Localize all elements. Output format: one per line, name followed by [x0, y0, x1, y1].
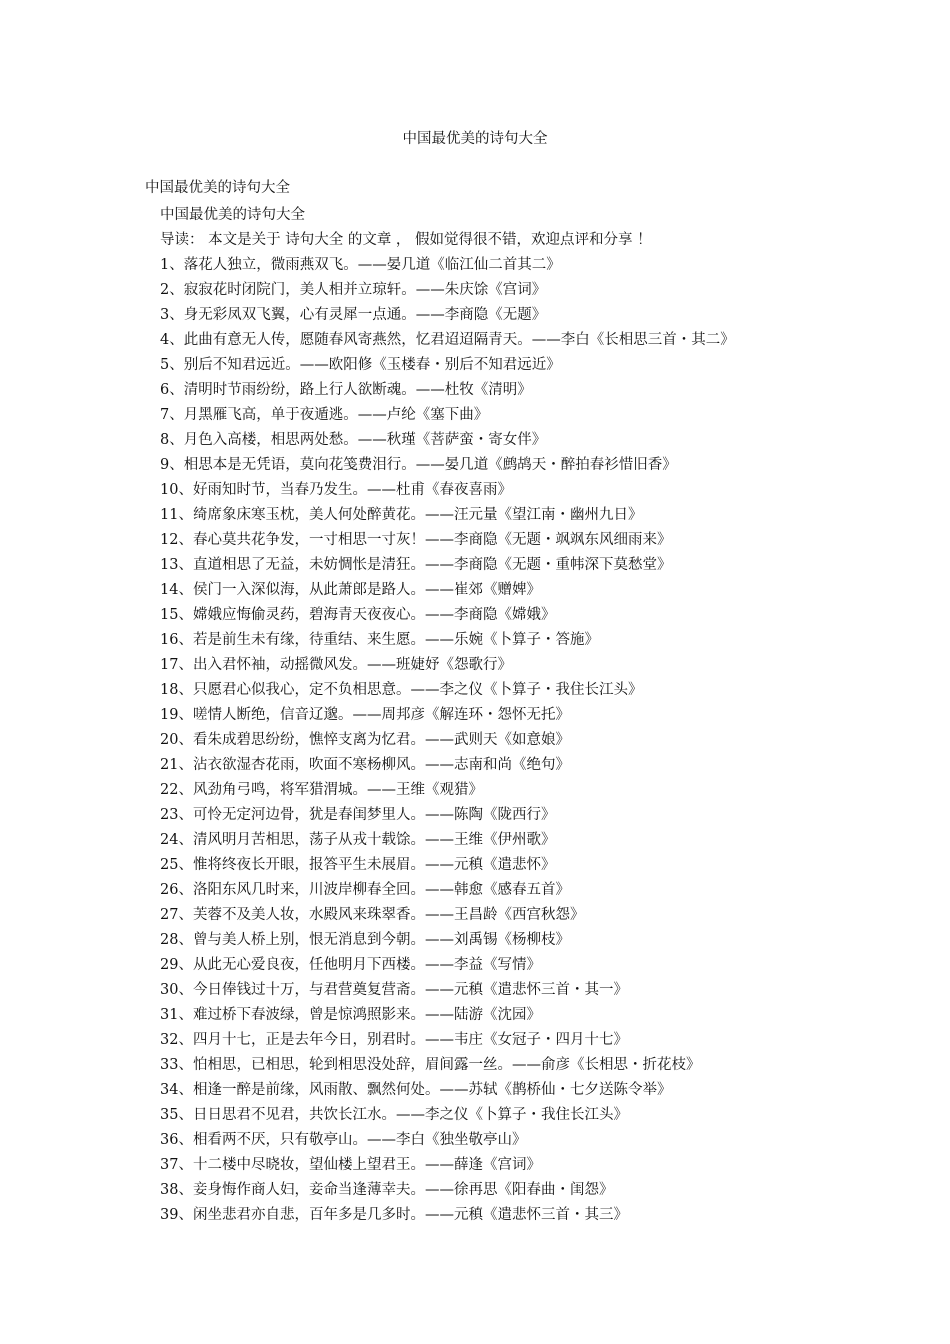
- poem-line: 10、好雨知时节，当春乃发生。——杜甫《春夜喜雨》: [160, 482, 512, 498]
- poem-line: 23、可怜无定河边骨，犹是春闺梦里人。——陈陶《陇西行》: [160, 807, 556, 823]
- poem-line: 2、寂寂花时闭院门，美人相并立琼轩。——朱庆馀《宫词》: [160, 282, 547, 298]
- article-heading: 中国最优美的诗句大全: [145, 180, 290, 196]
- poem-line: 22、风劲角弓鸣，将军猎渭城。——王维《观猎》: [160, 782, 483, 798]
- poem-line: 21、沾衣欲湿杏花雨，吹面不寒杨柳风。——志南和尚《绝句》: [160, 757, 570, 773]
- poem-line: 36、相看两不厌，只有敬亭山。——李白《独坐敬亭山》: [160, 1132, 527, 1148]
- poem-line: 32、四月十七，正是去年今日，别君时。——韦庄《女冠子・四月十七》: [160, 1032, 628, 1048]
- poem-line: 18、只愿君心似我心，定不负相思意。——李之仪《卜算子・我住长江头》: [160, 682, 643, 698]
- poem-line: 4、此曲有意无人传，愿随春风寄燕然，忆君迢迢隔青天。——李白《长相思三首・其二》: [160, 332, 735, 348]
- poem-list: [160, 253, 860, 1228]
- poem-line: 19、嗟情人断绝，信音辽邈。——周邦彦《解连环・怨怀无托》: [160, 707, 570, 723]
- poem-line: 31、难过桥下春波绿，曾是惊鸿照影来。——陆游《沈园》: [160, 1007, 541, 1023]
- poem-line: 7、月黑雁飞高，单于夜遁逃。——卢纶《塞下曲》: [160, 407, 489, 423]
- poem-line: 29、从此无心爱良夜，任他明月下西楼。——李益《写情》: [160, 957, 541, 973]
- poem-line: 39、闲坐悲君亦自悲，百年多是几多时。——元稹《遣悲怀三首・其三》: [160, 1207, 628, 1223]
- poem-line: 34、相逢一醉是前缘，风雨散、飘然何处。——苏轼《鹊桥仙・七夕送陈令举》: [160, 1082, 672, 1098]
- poem-line: 37、十二楼中尽晓妆，望仙楼上望君王。——薛逢《宫词》: [160, 1157, 541, 1173]
- poem-line: 17、出入君怀袖，动摇微风发。——班婕妤《怨歌行》: [160, 657, 512, 673]
- poem-line: 6、清明时节雨纷纷，路上行人欲断魂。——杜牧《清明》: [160, 382, 532, 398]
- poem-line: 35、日日思君不见君，共饮长江水。——李之仪《卜算子・我住长江头》: [160, 1107, 628, 1123]
- poem-line: 15、嫦娥应悔偷灵药，碧海青天夜夜心。——李商隐《嫦娥》: [160, 607, 556, 623]
- poem-line: 1、落花人独立，微雨燕双飞。——晏几道《临江仙二首其二》: [160, 257, 561, 273]
- poem-line: 27、芙蓉不及美人妆，水殿风来珠翠香。——王昌龄《西宫秋怨》: [160, 907, 585, 923]
- poem-line: 20、看朱成碧思纷纷，憔悴支离为忆君。——武则天《如意娘》: [160, 732, 570, 748]
- intro-paragraph: 导读： 本文是关于 诗句大全 的文章 ， 假如觉得很不错，欢迎点评和分享 ！: [160, 232, 652, 248]
- poem-line: 8、月色入高楼，相思两处愁。——秋瑾《菩萨蛮・寄女伴》: [160, 432, 547, 448]
- poem-line: 12、春心莫共花争发，一寸相思一寸灰！——李商隐《无题・飒飒东风细雨来》: [160, 532, 672, 548]
- poem-line: 14、侯门一入深似海，从此萧郎是路人。——崔郊《赠婢》: [160, 582, 541, 598]
- article-body: [160, 203, 860, 1228]
- poem-line: 11、绮席象床寒玉枕，美人何处醉黄花。——汪元量《望江南・幽州九日》: [160, 507, 643, 523]
- poem-line: 13、直道相思了无益，未妨惆怅是清狂。——李商隐《无题・重帏深下莫愁堂》: [160, 557, 672, 573]
- poem-line: 24、清风明月苦相思，荡子从戎十载馀。——王维《伊州歌》: [160, 832, 556, 848]
- poem-line: 25、惟将终夜长开眼，报答平生未展眉。——元稹《遣悲怀》: [160, 857, 556, 873]
- poem-line: 30、今日俸钱过十万，与君营奠复营斋。——元稹《遣悲怀三首・其一》: [160, 982, 628, 998]
- poem-line: 5、别后不知君远近。——欧阳修《玉楼春・别后不知君远近》: [160, 357, 561, 373]
- poem-line: 26、洛阳东风几时来，川波岸柳春全回。——韩愈《感春五首》: [160, 882, 570, 898]
- poem-line: 38、妾身悔作商人妇，妾命当逢薄幸夫。——徐再思《阳春曲・闺怨》: [160, 1182, 614, 1198]
- document-title: 中国最优美的诗句大全: [402, 131, 548, 147]
- poem-line: 16、若是前生未有缘，待重结、来生愿。——乐婉《卜算子・答施》: [160, 632, 599, 648]
- poem-line: 33、怕相思，已相思，轮到相思没处辞，眉间露一丝。——俞彦《长相思・折花枝》: [160, 1057, 701, 1073]
- poem-line: 3、身无彩凤双飞翼，心有灵犀一点通。——李商隐《无题》: [160, 307, 547, 323]
- poem-line: 9、相思本是无凭语，莫向花笺费泪行。——晏几道《鹧鸪天・醉拍春衫惜旧香》: [160, 457, 677, 473]
- article-subheading: 中国最优美的诗句大全: [160, 207, 305, 223]
- poem-line: 28、曾与美人桥上别，恨无消息到今朝。——刘禹锡《杨柳枝》: [160, 932, 570, 948]
